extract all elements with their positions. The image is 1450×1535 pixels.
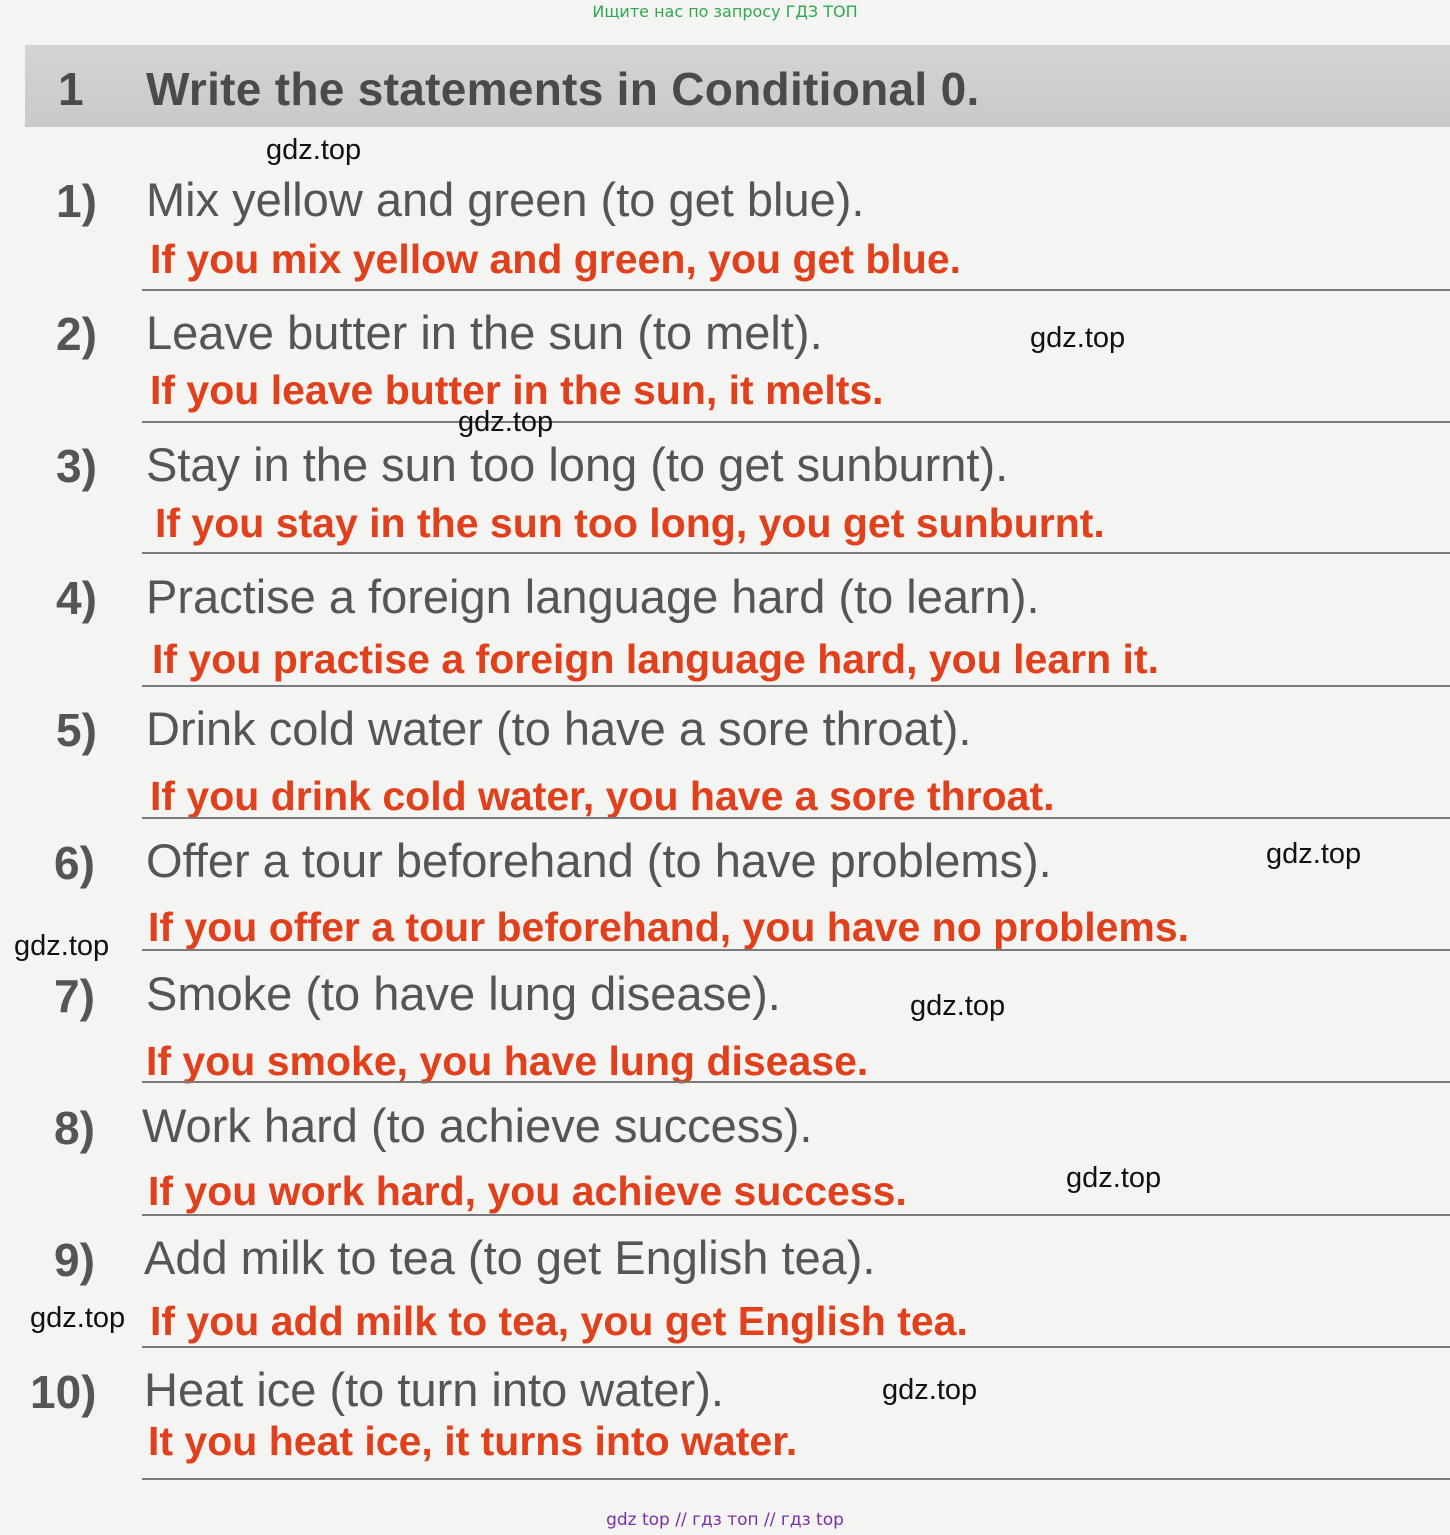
item-answer: If you leave butter in the sun, it melts.: [150, 367, 884, 413]
watermark: gdz.top: [458, 406, 554, 438]
item-prompt: Smoke (to have lung disease).: [146, 967, 781, 1020]
item-number: 3): [56, 440, 97, 492]
watermark: gdz.top: [30, 1302, 126, 1334]
watermark: gdz.top: [1266, 838, 1362, 870]
item-answer: If you smoke, you have lung disease.: [146, 1038, 869, 1084]
item-number: 2): [56, 308, 97, 360]
watermark: gdz.top: [266, 134, 362, 166]
item-answer: If you practise a foreign language hard, you learn it.: [152, 636, 1159, 682]
item-number: 4): [56, 572, 97, 624]
item-answer: If you work hard, you achieve success.: [148, 1168, 907, 1214]
answer-line: [142, 289, 1450, 291]
answer-line: [142, 1214, 1450, 1216]
item-answer: If you offer a tour beforehand, you have no problems.: [148, 904, 1190, 950]
item-prompt: Leave butter in the sun (to melt).: [146, 306, 823, 359]
answer-line: [142, 1346, 1450, 1348]
item-prompt: Offer a tour beforehand (to have problems).: [146, 834, 1052, 887]
top-banner[interactable]: Ищите нас по запросу ГДЗ ТОП: [592, 2, 858, 21]
footer-links[interactable]: gdz top // гдз топ // гдз top: [606, 1510, 844, 1530]
answer-line: [142, 421, 1450, 423]
item-number: 5): [56, 704, 97, 756]
item-number: 10): [30, 1366, 97, 1418]
exercise-number: 1: [58, 63, 84, 115]
answer-line: [142, 685, 1450, 687]
item-answer: If you mix yellow and green, you get blue.: [150, 236, 962, 282]
answer-line: [142, 1478, 1450, 1480]
watermark: gdz.top: [1066, 1162, 1162, 1194]
item-number: 8): [54, 1102, 95, 1154]
item-prompt: Drink cold water (to have a sore throat).: [146, 702, 972, 755]
item-answer: It you heat ice, it turns into water.: [148, 1418, 798, 1464]
item-prompt: Add milk to tea (to get English tea).: [144, 1231, 876, 1284]
item-number: 9): [54, 1234, 95, 1286]
item-answer: If you drink cold water, you have a sore throat.: [150, 773, 1055, 819]
watermark: gdz.top: [14, 930, 110, 962]
item-number: 6): [54, 837, 95, 889]
item-prompt: Work hard (to achieve success).: [142, 1099, 813, 1152]
item-prompt: Practise a foreign language hard (to learn).: [146, 570, 1040, 623]
item-number: 7): [54, 970, 95, 1022]
watermark: gdz.top: [1030, 322, 1126, 354]
item-answer: If you stay in the sun too long, you get sunburnt.: [155, 500, 1105, 546]
answer-line: [142, 552, 1450, 554]
answer-line: [142, 1081, 1450, 1083]
watermark: gdz.top: [882, 1374, 978, 1406]
item-prompt: Stay in the sun too long (to get sunburnt).: [146, 438, 1009, 491]
answer-line: [142, 949, 1450, 951]
answer-line: [142, 817, 1450, 819]
item-prompt: Heat ice (to turn into water).: [144, 1363, 724, 1416]
item-number: 1): [56, 175, 97, 227]
item-answer: If you add milk to tea, you get English tea.: [150, 1298, 968, 1344]
watermark: gdz.top: [910, 990, 1006, 1022]
item-prompt: Mix yellow and green (to get blue).: [146, 173, 865, 226]
exercise-title: Write the statements in Conditional 0.: [146, 63, 980, 115]
